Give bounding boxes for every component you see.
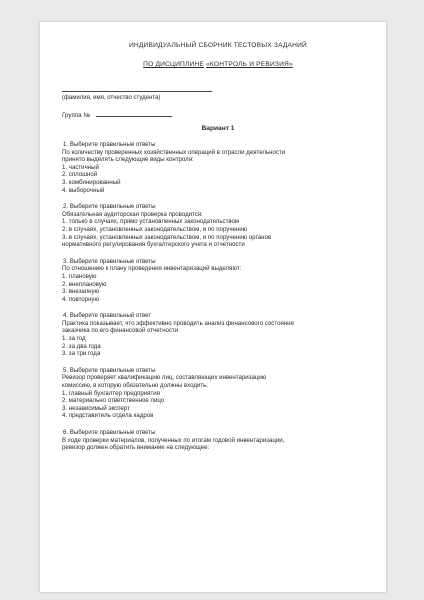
question-instruction: 1. Выберите правильные ответы [63, 141, 156, 148]
question-text: комиссию, в которую обязательно должны входить: [62, 382, 208, 390]
answer-option: 3. за три года [62, 350, 101, 358]
question-text: В ходе проверки материалов, полученных по итогам годовой инвентаризации, [62, 436, 285, 444]
answer-option: 1. частичный [62, 163, 99, 171]
answer-option: 1. главный бухгалтер предприятия [62, 389, 160, 397]
question-block [62, 258, 374, 304]
discipline-name: «КОНТРОЛЬ И РЕВИЗИЯ» [206, 61, 293, 68]
question-block [62, 429, 374, 452]
answer-option: 3. в случаях, установленных законодательством, и по поручению органов [62, 233, 272, 241]
group-label: Группа № [62, 112, 90, 119]
answer-option: 3. внезапную [62, 288, 100, 296]
answer-option: 1. плановую [62, 272, 97, 280]
answer-option: 3. независимый эксперт [62, 404, 130, 412]
group-blank-line [96, 110, 172, 117]
answer-option: 2. сплошной [62, 171, 98, 179]
question-block [62, 141, 374, 194]
question-text: По количеству проверенных хозяйственных операций в отрасли деятельности [62, 148, 286, 156]
answer-option: 2. внеплановую [62, 280, 107, 288]
question-text: Обязательная аудиторская проверка проводится: [62, 210, 203, 218]
variant-heading: Вариант 1 [201, 125, 235, 132]
document-title: ИНДИВИДУАЛЬНЫЙ СБОРНИК ТЕСТОВЫХ ЗАДАНИЙ [128, 42, 307, 49]
question-instruction: 5. Выберите правильные ответы [63, 366, 156, 374]
question-list [62, 141, 374, 452]
student-name-caption: (фамилия, имя, отчество студента) [62, 95, 161, 101]
question-instruction: 4. Выберите правильный ответ [63, 312, 152, 320]
answer-option: 1. только в случаях, прямо установленных законодательством [62, 218, 240, 226]
question-text: Практика показывает, что эффективно проводить анализ финансового состояния [62, 319, 294, 327]
answer-option: нормативного регулирования бухгалтерского учета и отчетности [62, 241, 245, 249]
answer-option: 4. выборочный [62, 186, 105, 194]
question-instruction: 2. Выберите правильные ответы [63, 203, 156, 211]
answer-option: 2. за два года [62, 342, 101, 350]
question-text: заказчика по его финансовой отчетности [62, 327, 179, 335]
document-subtitle [62, 61, 374, 69]
discipline-label: ПО ДИСЦИПЛИНЕ [143, 61, 204, 68]
question-block [62, 367, 374, 420]
document-page [40, 22, 386, 592]
answer-option: 3. комбинированный [62, 178, 121, 186]
question-text: По отношению к плану проведения инвентаризаций выделяют: [62, 265, 242, 273]
answer-option: 2. материально ответственное лицо [62, 397, 165, 405]
question-text: ревизор должен обратить внимание на следующее: [62, 444, 210, 452]
answer-option: 2. в случаях, установленных законодательством, и по поручению [62, 225, 248, 233]
question-text: Ревизор проверяет квалификацию лиц, составляющих инвентаризацию [62, 374, 267, 382]
student-name-line [62, 77, 212, 92]
answer-option: 4. представитель отдела кадров [62, 412, 154, 420]
question-block [62, 312, 374, 358]
question-text: принято выделять следующие виды контроля: [62, 156, 194, 164]
answer-option: 4. повторную [62, 295, 100, 303]
group-field [62, 110, 374, 119]
question-instruction: 6. Выберите правильные ответы [63, 429, 156, 436]
question-instruction: 3. Выберите правильные ответы [63, 257, 156, 265]
question-block [62, 203, 374, 249]
answer-option: 1. за год [62, 335, 86, 343]
document-content [40, 22, 386, 462]
